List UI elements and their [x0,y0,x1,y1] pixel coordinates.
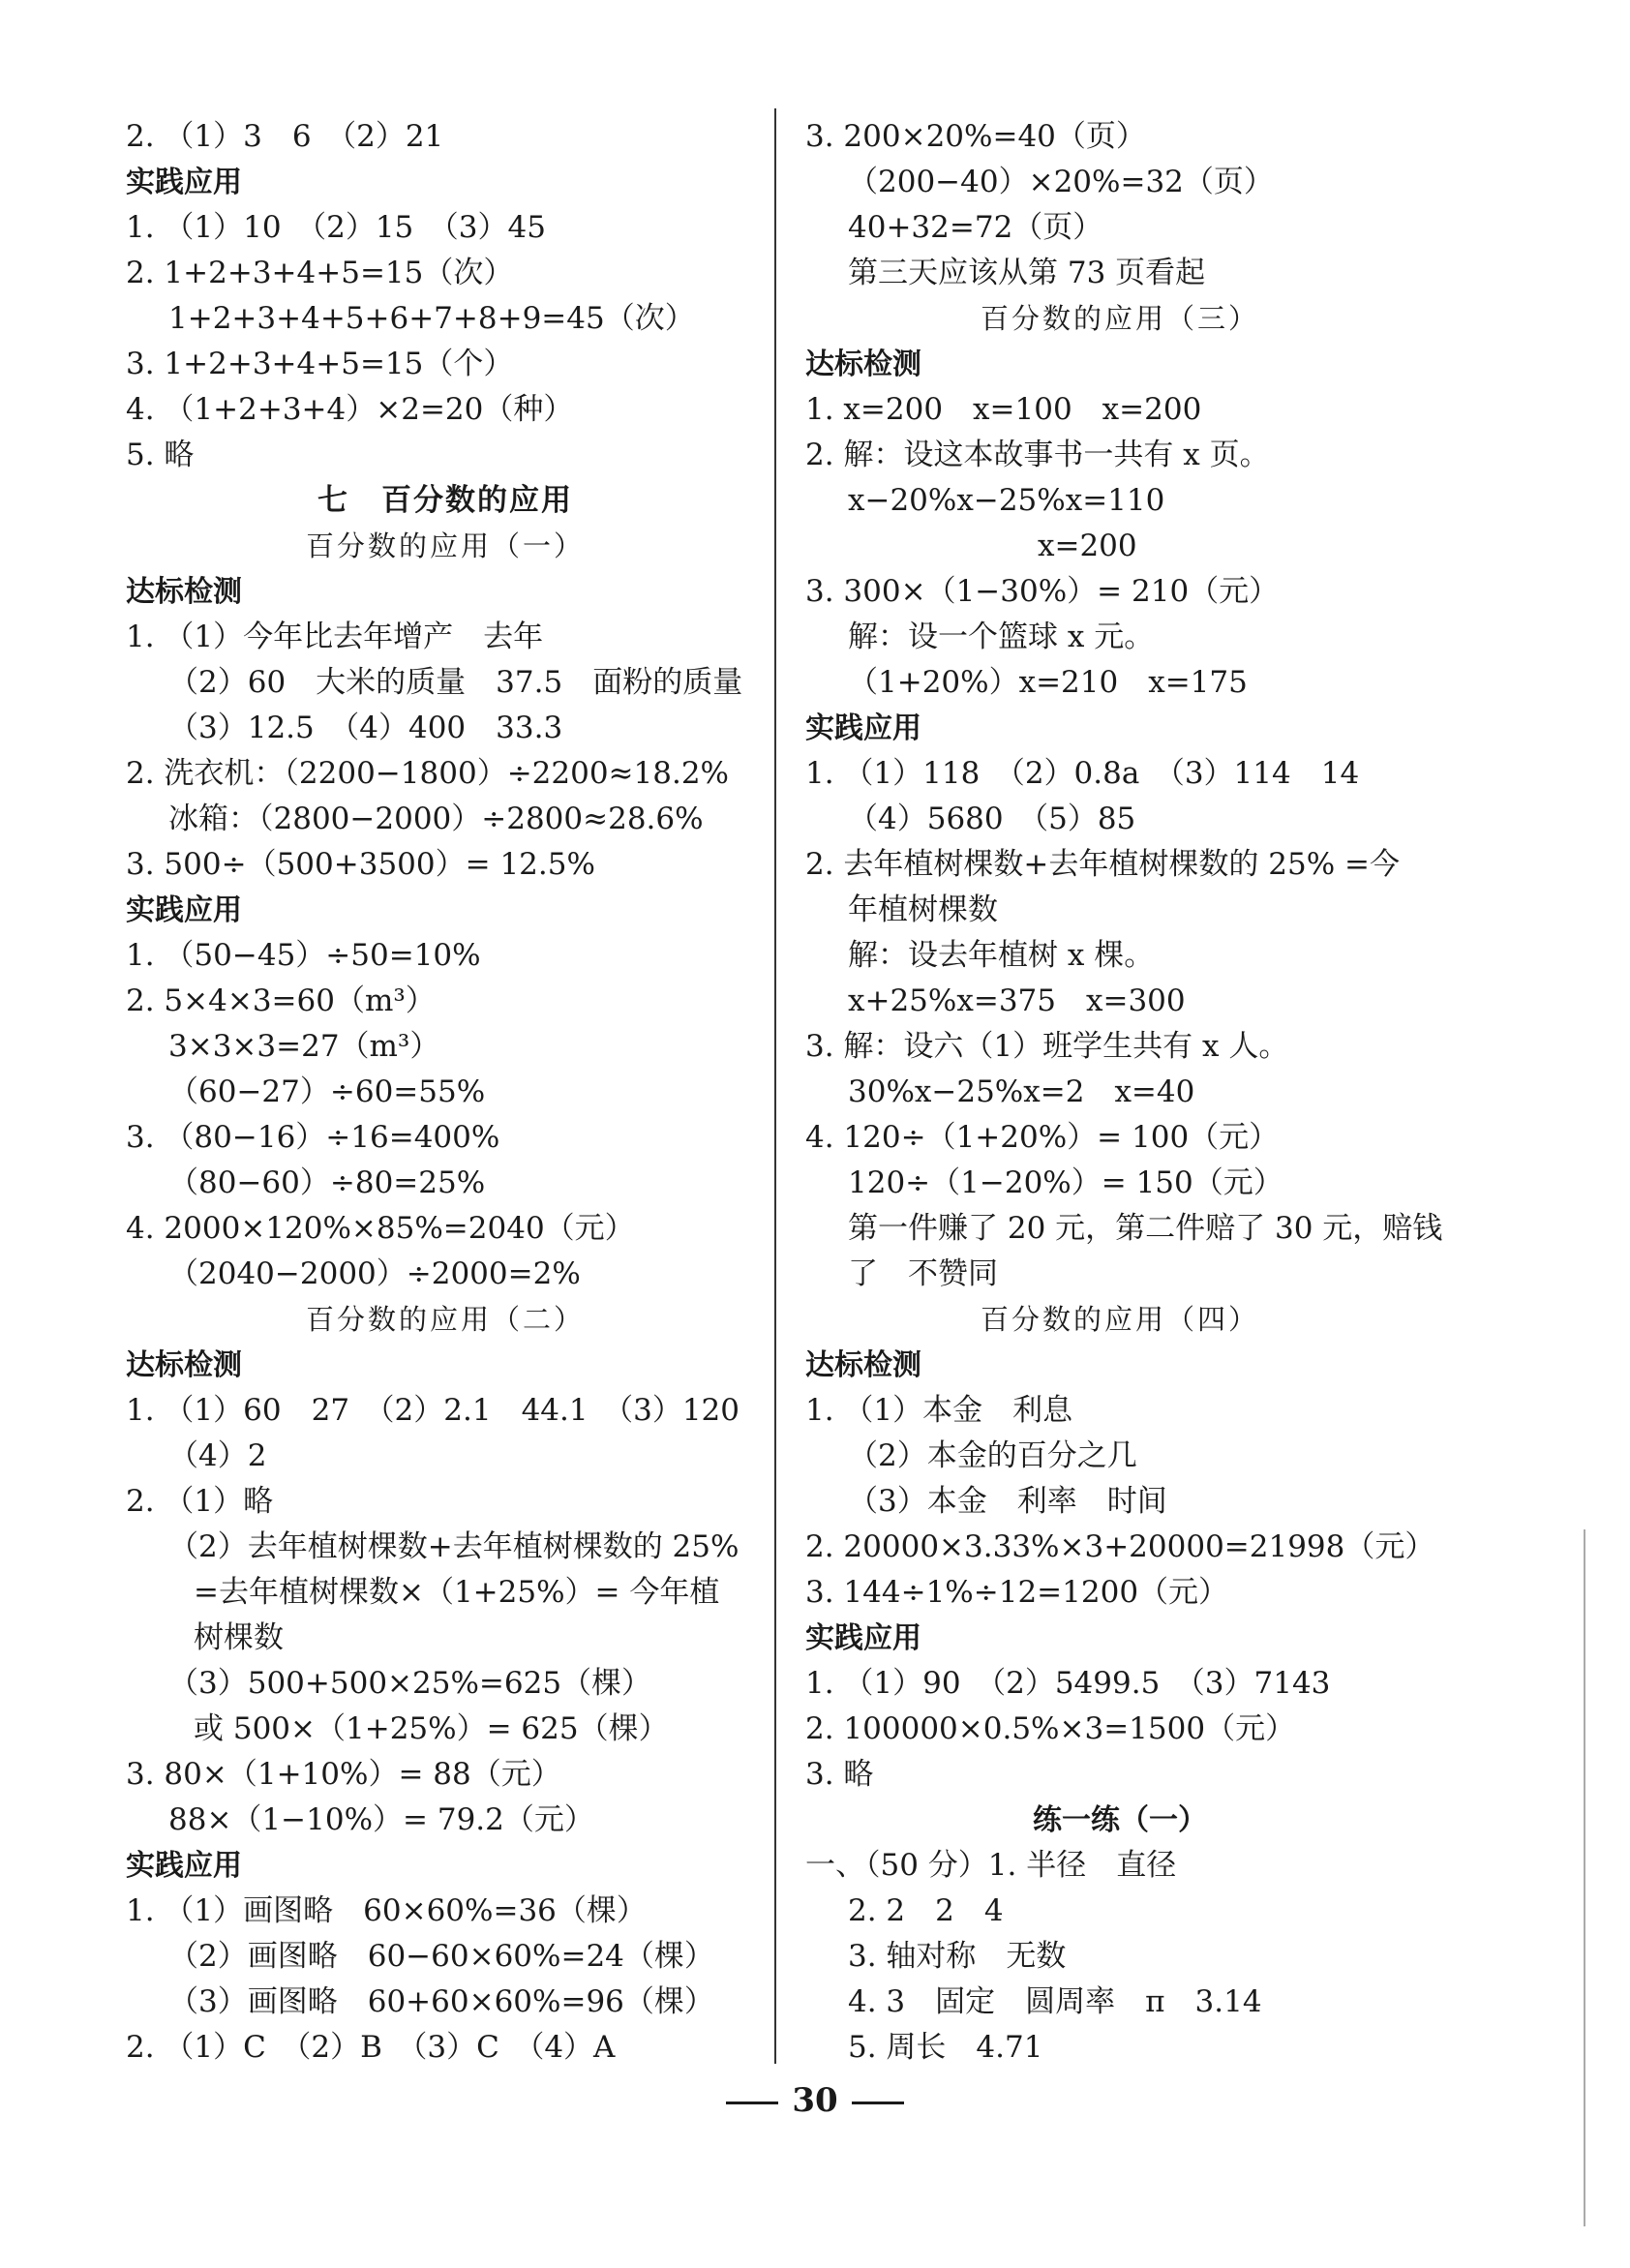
edge-mark [1584,1529,1585,2226]
page-number: 30 [792,2081,838,2120]
right-line: 一、（50 分）1. 半径 直径 [805,1848,1177,1883]
right-line: 1. （1）90 （2）5499.5 （3）7143 [805,1666,1331,1701]
right-line: 实践应用 [805,1621,921,1655]
right-line: （2）本金的百分之几 [848,1438,1137,1473]
right-line: 3. 轴对称 无数 [848,1939,1067,1974]
left-column [126,114,765,2071]
left-line: 1+2+3+4+5+6+7+8+9=45（次） [168,301,695,336]
right-line: 3. 200×20%=40（页） [805,119,1146,154]
right-line: 4. 3 固定 圆周率 π 3.14 [848,1984,1262,2019]
left-line: 3. （80−16）÷16=400% [126,1120,500,1155]
left-line: 4. 2000×120%×85%=2040（元） [126,1211,635,1246]
left-line: 3. 80×（1+10%）= 88（元） [126,1757,561,1792]
left-line: 5. 略 [126,438,195,472]
right-line: 3. 144÷1%÷12=1200（元） [805,1575,1229,1610]
footer-dash-right [852,2102,904,2104]
right-line: 1. x=200 x=100 x=200 [805,392,1202,427]
right-line: 2. 20000×3.33%×3+20000=21998（元） [805,1529,1435,1564]
left-line: 实践应用 [126,893,242,927]
right-line: 1. （1）118 （2）0.8a （3）114 14 [805,756,1360,791]
right-line: （3）本金 利率 时间 [848,1484,1167,1519]
left-line: （2040−2000）÷2000=2% [168,1256,581,1291]
right-line: 达标检测 [805,1348,921,1382]
right-line: 120÷（1−20%）= 150（元） [848,1165,1283,1200]
left-line: 实践应用 [126,166,242,199]
right-line: 3. 解：设六（1）班学生共有 x 人。 [805,1029,1289,1064]
right-line: 第三天应该从第 73 页看起 [848,256,1206,290]
right-line: 百分数的应用（四） [980,1303,1259,1336]
right-line: 40+32=72（页） [848,210,1103,245]
right-line: x=200 [1038,529,1137,563]
left-line: （4）2 [168,1438,267,1473]
left-line: 达标检测 [126,575,242,609]
right-line: 解：设一个篮球 x 元。 [848,620,1155,654]
left-line: （3）500+500×25%=625（棵） [168,1666,652,1701]
right-line: 第一件赚了 20 元，第二件赔了 30 元，赔钱 [848,1211,1443,1246]
left-line: （80−60）÷80=25% [168,1165,486,1200]
right-line: （1+20%）x=210 x=175 [848,665,1248,700]
left-line: 或 500×（1+25%）= 625（棵） [194,1711,669,1746]
left-line: 树棵数 [194,1620,284,1655]
left-line: 2. 5×4×3=60（m³） [126,983,436,1018]
left-line: 1. （50−45）÷50=10% [126,938,481,973]
right-line: 实践应用 [805,711,921,745]
right-line: 了 不赞同 [848,1256,998,1291]
left-line: 2. （1）略 [126,1484,274,1519]
left-line: 3×3×3=27（m³） [168,1029,440,1064]
left-line: 1. （1）10 （2）15 （3）45 [126,210,546,245]
left-line: 2. 1+2+3+4+5=15（次） [126,256,514,290]
right-line: 3. 300×（1−30%）= 210（元） [805,574,1280,609]
right-line: 年植树棵数 [848,892,998,927]
left-line: 3. 1+2+3+4+5=15（个） [126,347,514,381]
right-line: 2. 去年植树棵数+去年植树棵数的 25% =今 [805,847,1400,882]
left-line: 百分数的应用（一） [305,529,585,562]
left-line: 百分数的应用（二） [305,1303,585,1336]
left-line: （2）去年植树棵数+去年植树棵数的 25% [168,1529,740,1564]
right-line: x−20%x−25%x=110 [848,483,1165,518]
left-line: （3）12.5 （4）400 33.3 [168,711,563,745]
left-line: 3. 500÷（500+3500）= 12.5% [126,847,595,882]
left-line: 实践应用 [126,1849,242,1883]
left-line: 2. （1）3 6 （2）21 [126,119,444,154]
left-line: 达标检测 [126,1348,242,1382]
left-line: 2. （1）C （2）B （3）C （4）A [126,2030,616,2065]
right-line: 2. 2 2 4 [848,1893,1004,1928]
left-line: 4. （1+2+3+4）×2=20（种） [126,392,574,427]
right-line: 30%x−25%x=2 x=40 [848,1074,1195,1109]
left-line: （2）画图略 60−60×60%=24（棵） [168,1939,714,1974]
footer-dash-left [726,2102,778,2104]
right-line: 达标检测 [805,348,921,381]
right-line: 练一练（一） [1033,1803,1207,1837]
page-footer [0,2081,1630,2120]
right-line: 解：设去年植树 x 棵。 [848,938,1155,973]
left-line: 2. 洗衣机：（2200−1800）÷2200≈18.2% [126,756,730,791]
right-line: 百分数的应用（三） [980,302,1259,335]
right-line: 5. 周长 4.71 [848,2030,1043,2065]
right-line: （200−40）×20%=32（页） [848,165,1274,199]
left-line: 1. （1）60 27 （2）2.1 44.1 （3）120 [126,1393,740,1428]
right-line: （4）5680 （5）85 [848,801,1136,836]
left-line: 88×（1−10%）= 79.2（元） [168,1802,594,1837]
column-divider [774,108,776,2064]
left-line: （2）60 大米的质量 37.5 面粉的质量 [168,665,743,700]
right-line: x+25%x=375 x=300 [848,983,1186,1018]
left-line: （60−27）÷60=55% [168,1074,486,1109]
left-line: =去年植树棵数×（1+25%）= 今年植 [194,1575,720,1610]
left-line: 1. （1）今年比去年增产 去年 [126,620,544,654]
left-line: 冰箱：（2800−2000）÷2800≈28.6% [168,801,704,836]
left-line: （3）画图略 60+60×60%=96（棵） [168,1984,714,2019]
left-line: 1. （1）画图略 60×60%=36（棵） [126,1893,647,1928]
right-line: 2. 解：设这本故事书一共有 x 页。 [805,438,1270,472]
left-line: 七 百分数的应用 [317,483,573,518]
right-column [805,114,1443,2071]
right-line: 2. 100000×0.5%×3=1500（元） [805,1711,1296,1746]
right-line: 4. 120÷（1+20%）= 100（元） [805,1120,1280,1155]
right-line: 1. （1）本金 利息 [805,1393,1073,1428]
right-line: 3. 略 [805,1757,874,1792]
